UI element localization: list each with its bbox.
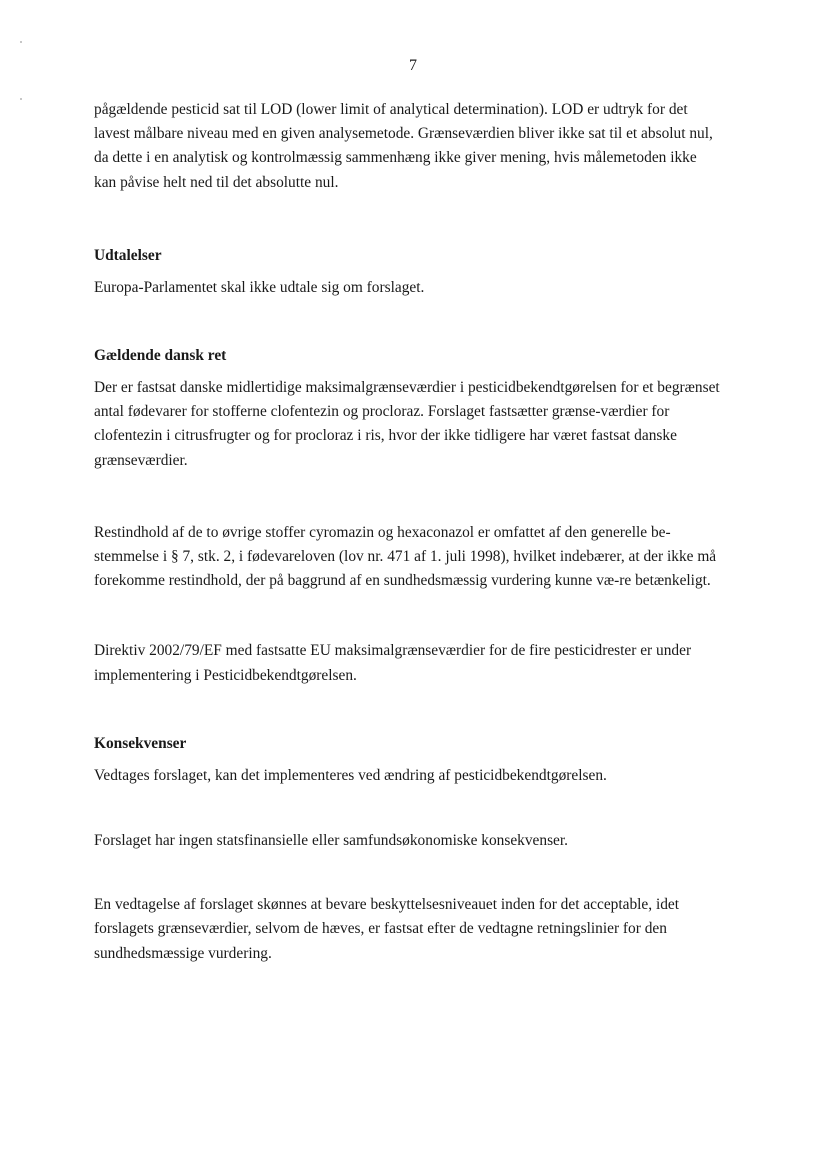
page-number xyxy=(0,57,832,75)
heading-konsekvenser: Konsekvenser xyxy=(94,734,187,752)
konsekvenser-paragraph-3: En vedtagelse af forslaget skønnes at bevare beskyttelsesniveauet inden for det acceptable, idet forslagets grænseværdier, selvom de hæves, er fastsat efter de vedtagne retningslinier for den sundhedsmæssige vurdering. xyxy=(94,896,680,962)
scan-speck xyxy=(20,98,22,100)
heading-gaeldende-dansk-ret: Gældende dansk ret xyxy=(94,347,227,365)
document-body xyxy=(94,98,730,966)
dansk-ret-paragraph-2: Restindhold af de to øvrige stoffer cyromazin og hexaconazol er omfattet af den generelle be-stemmelse i § 7, stk. 2, i fødevareloven (lov nr. 471 af 1. juli 1998), hvilket indebærer, at der ikke må forekomme restindhold, der på baggrund af en sundhedsmæssig vurdering kunne væ-re betænkeligt. xyxy=(94,523,717,590)
scan-speck xyxy=(20,41,22,43)
page-number-text: 7 xyxy=(409,57,417,74)
udtalelser-paragraph: Europa-Parlamentet skal ikke udtale sig om forslaget. xyxy=(94,278,425,296)
dansk-ret-paragraph-1: Der er fastsat danske midlertidige maksimalgrænseværdier i pesticidbekendtgørelsen for et begrænset antal fødevarer for stofferne clofentezin og procloraz. Forslaget fastsætter grænse-værdier for clofentezin i citrusfrugter og for procloraz i ris, hvor der ikke tidligere har været fastsat danske grænseværdier. xyxy=(94,379,720,469)
heading-udtalelser: Udtalelser xyxy=(94,246,162,264)
konsekvenser-paragraph-1: Vedtages forslaget, kan det implementeres ved ændring af pesticidbekendtgørelsen. xyxy=(94,766,607,784)
konsekvenser-paragraph-2: Forslaget har ingen statsfinansielle eller samfundsøkonomiske konsekvenser. xyxy=(94,832,569,850)
intro-paragraph: pågældende pesticid sat til LOD (lower limit of analytical determination). LOD er udtryk for det lavest målbare niveau med en given analysemetode. Grænseværdien bliver ikke sat til et absolut nul, da dette i en analytisk og kontrolmæssig sammenhæng ikke giver mening, hvis målemetoden ikke kan påvise helt ned til det absolutte nul. xyxy=(94,101,713,191)
dansk-ret-paragraph-3: Direktiv 2002/79/EF med fastsatte EU maksimalgrænseværdier for de fire pesticidrester er under implementering i Pesticidbekendtgørelsen. xyxy=(94,642,692,684)
